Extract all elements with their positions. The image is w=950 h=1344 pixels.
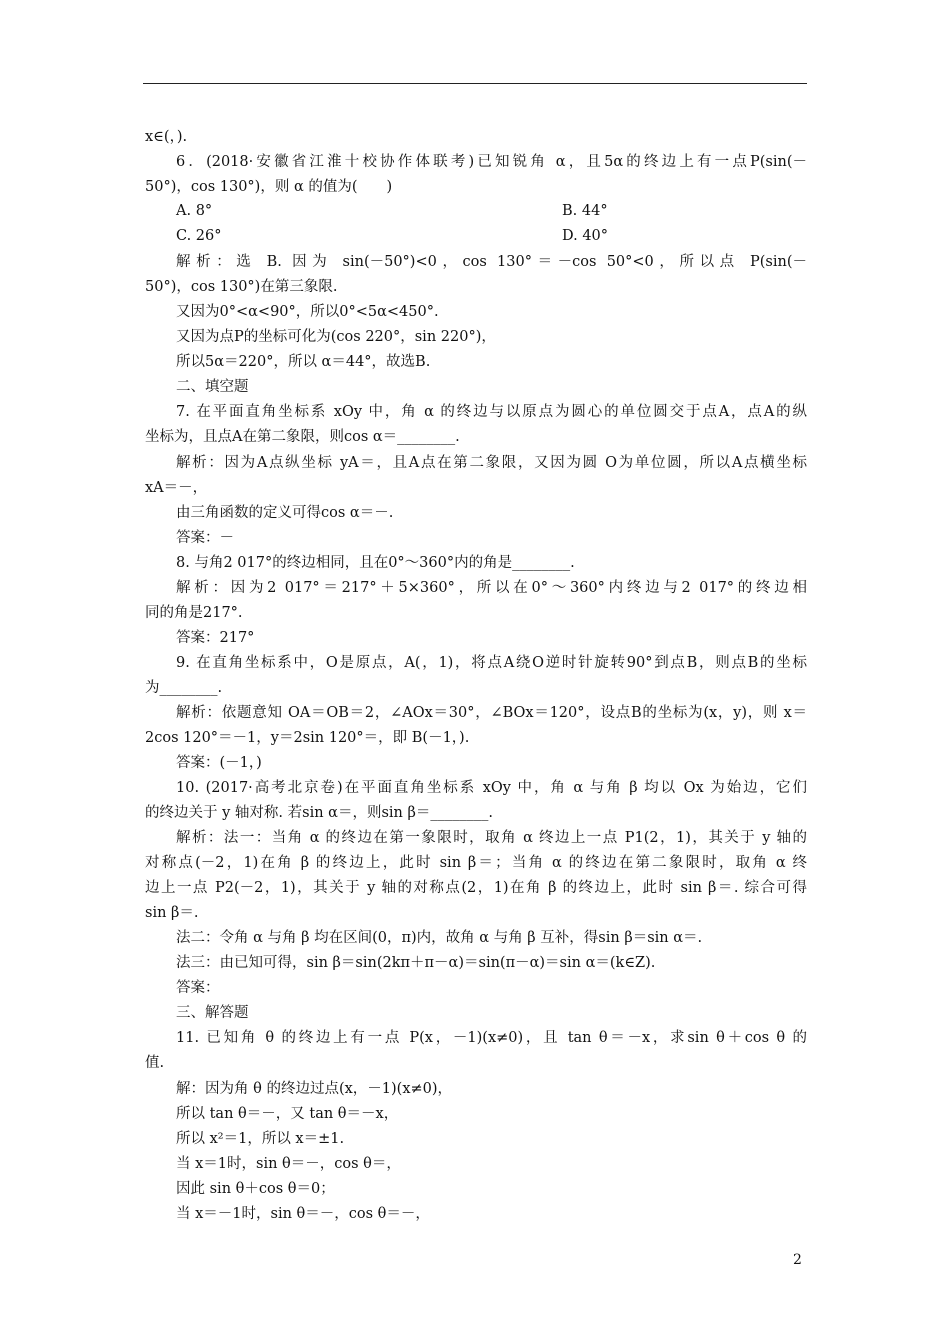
text-line: 答案： — [176, 980, 220, 997]
text-line: 解析：因为2 017°＝217°＋5×360°，所以在0°～360°内终边与2 017°的终边相 — [176, 579, 807, 596]
text-line: 9. 在直角坐标系中，O是原点，A(，1)，将点A绕O逆时针旋转90°到点B，则点B的坐标 — [176, 654, 807, 671]
text-line: 所以5α＝220°，所以 α＝44°，故选B. — [176, 354, 431, 371]
text-line: 所以 tan θ＝－，又 tan θ＝－x， — [176, 1105, 399, 1122]
text-line: x∈(，). — [145, 129, 188, 145]
text-line: 当 x＝1时，sin θ＝－，cos θ＝， — [176, 1155, 401, 1172]
text-line: 因此 sin θ＋cos θ＝0； — [176, 1180, 335, 1197]
page-number: 2 — [793, 1252, 802, 1268]
text-line: xA＝－， — [145, 479, 208, 496]
text-line: 边上一点 P2(－2，1)，其关于 y 轴的对称点(2，1)在角 β 的终边上，此时 sin β＝. 综合可得 — [145, 880, 807, 897]
text-line: 解：因为角 θ 的终边过点(x，－1)(x≠0)， — [176, 1080, 453, 1097]
text-line: 法二：令角 α 与角 β 均在区间(0，π)内，故角 α 与角 β 互补，得sin β＝sin α＝. — [176, 930, 703, 947]
text-line: 解析：法一：当角 α 的终边在第一象限时，取角 α 终边上一点 P1(2，1)，其关于 y 轴的 — [176, 830, 807, 847]
text-line: 答案：(－1，) — [176, 755, 262, 771]
text-line: 三、解答题 — [176, 1005, 249, 1022]
text-line: 为________. — [145, 679, 223, 696]
text-line: 由三角函数的定义可得cos α＝－. — [176, 504, 394, 521]
option-c: C. 26° — [176, 228, 222, 244]
option-a: A. 8° — [176, 203, 213, 219]
text-line: 50°)，cos 130°)在第三象限. — [145, 279, 338, 296]
text-line: 值. — [145, 1055, 165, 1072]
text-line: 解析：依题意知 OA＝OB＝2，∠AOx＝30°，∠BOx＝120°，设点B的坐标为(x，y)，则 x＝ — [176, 704, 807, 721]
text-line: 解析：因为A点纵坐标 yA＝，且A点在第二象限，又因为圆 O为单位圆，所以A点横坐标 — [176, 454, 807, 471]
option-b: B. 44° — [562, 203, 608, 219]
text-line: 10. (2017·高考北京卷)在平面直角坐标系 xOy 中，角 α 与角 β 均以 Ox 为始边，它们 — [176, 780, 807, 797]
text-line: 50°)，cos 130°)，则 α 的值为( ) — [145, 179, 393, 196]
text-line: 8. 与角2 017°的终边相同，且在0°～360°内的角是________. — [176, 554, 575, 571]
text-line: 所以 x²＝1，所以 x＝±1. — [176, 1130, 345, 1147]
text-line: 坐标为，且点A在第二象限，则cos α＝________. — [145, 429, 460, 446]
text-line: 当 x＝－1时，sin θ＝－，cos θ＝－， — [176, 1205, 430, 1222]
text-line: 又因为0°<α<90°，所以0°<5α<450°. — [176, 304, 439, 321]
text-line: 答案：－ — [176, 529, 234, 546]
text-line: 解析：选 B. 因为 sin(－50°)<0，cos 130°＝－cos 50°<0，所以点 P(sin(－ — [176, 254, 807, 271]
text-line: 同的角是217°. — [145, 604, 243, 621]
option-d: D. 40° — [562, 228, 609, 244]
text-line: 又因为点P的坐标可化为(cos 220°，sin 220°)， — [176, 329, 496, 346]
text-line: 6．(2018·安徽省江淮十校协作体联考)已知锐角 α，且5α的终边上有一点P(sin(－ — [176, 154, 807, 171]
text-line: 二、填空题 — [176, 379, 249, 396]
text-line: sin β＝. — [145, 905, 199, 922]
text-line: 7. 在平面直角坐标系 xOy 中，角 α 的终边与以原点为圆心的单位圆交于点A，点A的纵 — [176, 404, 807, 421]
text-line: 法三：由已知可得，sin β＝sin(2kπ＋π－α)＝sin(π－α)＝sin α＝(k∈Z). — [176, 955, 656, 972]
text-line: 2cos 120°＝－1，y＝2sin 120°＝，即 B(－1，). — [145, 729, 470, 746]
text-line: 11. 已知角 θ 的终边上有一点 P(x，－1)(x≠0)，且 tan θ＝－x，求sin θ＋cos θ 的 — [176, 1030, 807, 1047]
text-line: 的终边关于 y 轴对称. 若sin α＝，则sin β＝________. — [145, 805, 493, 822]
text-line: 答案：217° — [176, 629, 255, 646]
text-line: 对称点(－2，1)在角 β 的终边上，此时 sin β＝；当角 α 的终边在第二象限时，取角 α 终 — [145, 855, 807, 872]
